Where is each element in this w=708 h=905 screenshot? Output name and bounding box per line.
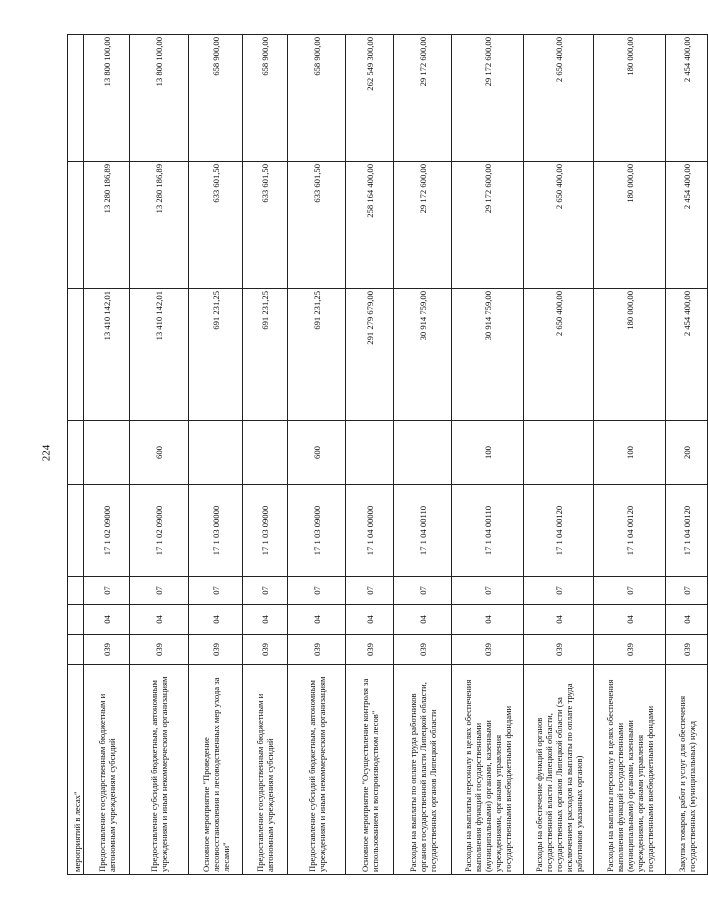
- ved-code: 039: [243, 635, 288, 665]
- table-row: [130, 35, 189, 875]
- amount-year-2: 633 601,50: [288, 162, 346, 289]
- ved-code: 039: [394, 635, 452, 665]
- amount-year-1: 2 650 400,00: [524, 289, 594, 421]
- amount-year-3: 29 172 600,00: [452, 35, 524, 162]
- subsection-code: 07: [346, 577, 394, 605]
- expense-type: [68, 421, 84, 485]
- section-code: 04: [346, 605, 394, 635]
- row-name: Основное мероприятие "Осуществление контроля за использованием и воспроизводством лесов": [346, 665, 394, 875]
- subsection-code: 07: [394, 577, 452, 605]
- section-code: 04: [666, 605, 708, 635]
- table-row: [68, 35, 84, 875]
- row-name: Предоставление субсидий бюджетным, автономным учреждениям и иным некоммерческим организациям: [130, 665, 189, 875]
- target-article: 17 1 03 00000: [189, 485, 243, 577]
- table-row: [288, 35, 346, 875]
- subsection-code: 07: [189, 577, 243, 605]
- amount-year-2: 2 454 400,00: [666, 162, 708, 289]
- table-row: [243, 35, 288, 875]
- table-row: [594, 35, 666, 875]
- expense-type: [524, 421, 594, 485]
- amount-year-3: 658 900,00: [189, 35, 243, 162]
- expense-type: 600: [288, 421, 346, 485]
- table-row: [346, 35, 394, 875]
- page-number: 224: [40, 444, 52, 462]
- amount-year-3: [68, 35, 84, 162]
- amount-year-3: 2 454 400,00: [666, 35, 708, 162]
- amount-year-3: 13 800 100,00: [84, 35, 130, 162]
- target-article: 17 1 04 00110: [452, 485, 524, 577]
- ved-code: 039: [524, 635, 594, 665]
- expense-type: 200: [666, 421, 708, 485]
- amount-year-2: 13 280 186,89: [84, 162, 130, 289]
- subsection-code: [68, 577, 84, 605]
- amount-year-1: 291 279 679,00: [346, 289, 394, 421]
- row-name: Расходы на обеспечение функций органов государственной власти Липецкой области, государственных органов Липецкой области (за исключением расходов на выплаты по оплате труда работников указанных органов): [524, 665, 594, 875]
- section-code: 04: [84, 605, 130, 635]
- target-article: 17 1 04 00000: [346, 485, 394, 577]
- expense-type: [394, 421, 452, 485]
- subsection-code: 07: [666, 577, 708, 605]
- amount-year-3: 262 549 300,00: [346, 35, 394, 162]
- amount-year-1: 30 914 759,00: [452, 289, 524, 421]
- ved-code: 039: [84, 635, 130, 665]
- row-name: Расходы на выплаты персоналу в целях обеспечения выполнения функций государственными (муниципальными) органами, казенными учреждениями, органами управления государственными внебюджетными фондами: [452, 665, 524, 875]
- section-code: 04: [394, 605, 452, 635]
- row-name: Расходы на выплаты персоналу в целях обеспечения выполнения функций государственными (муниципальными) органами, казенными учреждениями, органами управления государственными внебюджетными фондами: [594, 665, 666, 875]
- amount-year-3: 29 172 600,00: [394, 35, 452, 162]
- amount-year-3: 658 900,00: [288, 35, 346, 162]
- section-code: [68, 605, 84, 635]
- section-code: 04: [130, 605, 189, 635]
- section-code: 04: [452, 605, 524, 635]
- table-row: [452, 35, 524, 875]
- budget-table: [67, 34, 708, 875]
- amount-year-1: 13 410 142,01: [84, 289, 130, 421]
- expense-type: 100: [452, 421, 524, 485]
- row-name: Закупка товаров, работ и услуг для обеспечения государственных (муниципальных) нужд: [666, 665, 708, 875]
- section-code: 04: [524, 605, 594, 635]
- subsection-code: 07: [84, 577, 130, 605]
- row-name: Предоставление государственным бюджетным и автономным учреждениям субсидий: [84, 665, 130, 875]
- subsection-code: 07: [243, 577, 288, 605]
- target-article: 17 1 03 09000: [243, 485, 288, 577]
- amount-year-3: 2 650 400,00: [524, 35, 594, 162]
- row-name: Расходы на выплаты по оплате труда работников органов государственной власти Липецкой области, государственных органов Липецкой области: [394, 665, 452, 875]
- amount-year-1: 691 231,25: [243, 289, 288, 421]
- expense-type: [84, 421, 130, 485]
- table-row: [394, 35, 452, 875]
- amount-year-2: 180 000,00: [594, 162, 666, 289]
- ved-code: 039: [594, 635, 666, 665]
- ved-code: 039: [452, 635, 524, 665]
- row-name: Предоставление субсидий бюджетным, автономным учреждениям и иным некоммерческим организациям: [288, 665, 346, 875]
- amount-year-2: 29 172 600,00: [452, 162, 524, 289]
- row-name: Предоставление государственным бюджетным и автономным учреждениям субсидий: [243, 665, 288, 875]
- amount-year-2: 633 601,50: [243, 162, 288, 289]
- row-name: мероприятий в лесах": [68, 665, 84, 875]
- target-article: 17 1 04 00120: [594, 485, 666, 577]
- target-article: 17 1 04 00120: [524, 485, 594, 577]
- amount-year-1: 30 914 759,00: [394, 289, 452, 421]
- ved-code: [68, 635, 84, 665]
- amount-year-2: 633 601,50: [189, 162, 243, 289]
- amount-year-1: 691 231,25: [189, 289, 243, 421]
- amount-year-2: 2 650 400,00: [524, 162, 594, 289]
- ved-code: 039: [346, 635, 394, 665]
- expense-type: [189, 421, 243, 485]
- subsection-code: 07: [524, 577, 594, 605]
- amount-year-1: 691 231,25: [288, 289, 346, 421]
- table-row: [524, 35, 594, 875]
- expense-type: 100: [594, 421, 666, 485]
- table-row: [666, 35, 708, 875]
- row-name: Основное мероприятие "Проведение лесовосстановления и лесоводственных мер ухода за лесами": [189, 665, 243, 875]
- amount-year-2: 258 164 400,00: [346, 162, 394, 289]
- amount-year-1: 13 410 142,01: [130, 289, 189, 421]
- section-code: 04: [288, 605, 346, 635]
- amount-year-3: 658 900,00: [243, 35, 288, 162]
- subsection-code: 07: [452, 577, 524, 605]
- ved-code: 039: [666, 635, 708, 665]
- amount-year-1: 2 454 400,00: [666, 289, 708, 421]
- amount-year-2: 13 280 186,89: [130, 162, 189, 289]
- amount-year-1: [68, 289, 84, 421]
- section-code: 04: [243, 605, 288, 635]
- section-code: 04: [594, 605, 666, 635]
- table-row: [84, 35, 130, 875]
- rotated-table-wrapper: [67, 35, 697, 875]
- section-code: 04: [189, 605, 243, 635]
- expense-type: 600: [130, 421, 189, 485]
- table-row: [189, 35, 243, 875]
- target-article: 17 1 02 09000: [84, 485, 130, 577]
- target-article: 17 1 04 00120: [666, 485, 708, 577]
- amount-year-3: 180 000,00: [594, 35, 666, 162]
- subsection-code: 07: [288, 577, 346, 605]
- subsection-code: 07: [594, 577, 666, 605]
- target-article: 17 1 02 09000: [130, 485, 189, 577]
- amount-year-2: 29 172 600,00: [394, 162, 452, 289]
- amount-year-1: 180 000,00: [594, 289, 666, 421]
- ved-code: 039: [288, 635, 346, 665]
- amount-year-3: 13 800 100,00: [130, 35, 189, 162]
- expense-type: [346, 421, 394, 485]
- expense-type: [243, 421, 288, 485]
- amount-year-2: [68, 162, 84, 289]
- ved-code: 039: [189, 635, 243, 665]
- target-article: 17 1 04 00110: [394, 485, 452, 577]
- target-article: 17 1 03 09000: [288, 485, 346, 577]
- target-article: [68, 485, 84, 577]
- ved-code: 039: [130, 635, 189, 665]
- subsection-code: 07: [130, 577, 189, 605]
